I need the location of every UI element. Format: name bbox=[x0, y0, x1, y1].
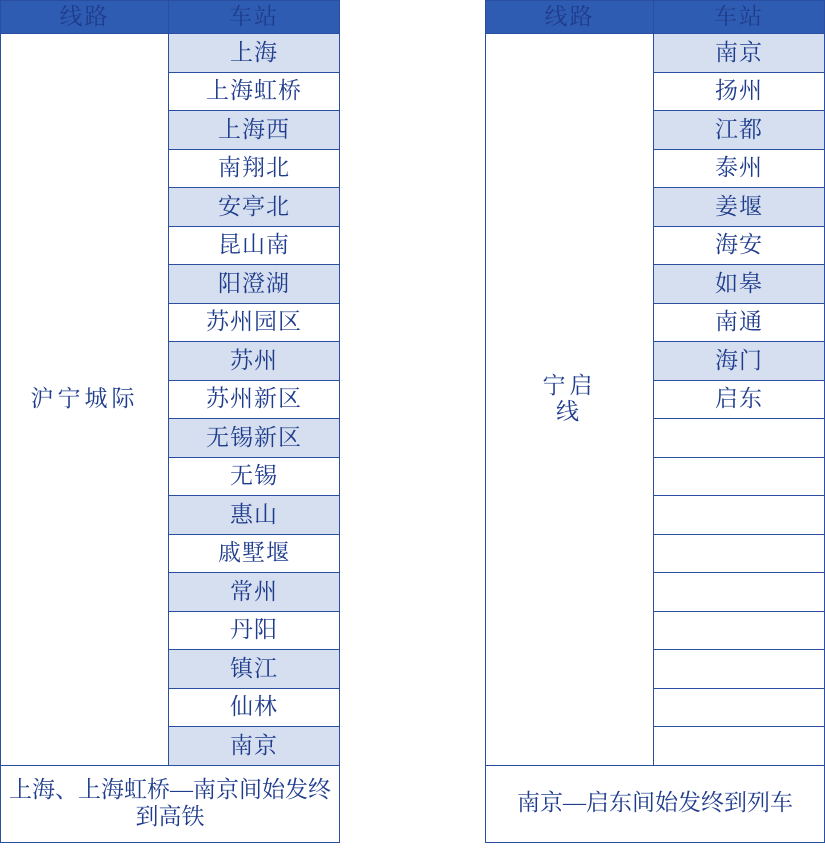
footer-note: 上海、上海虹桥—南京间始发终到高铁 bbox=[1, 765, 340, 842]
header-line: 线路 bbox=[1, 1, 169, 34]
station-cell: 泰州 bbox=[654, 149, 825, 188]
station-cell: 上海西 bbox=[169, 111, 340, 150]
empty-cell bbox=[654, 727, 825, 766]
station-cell: 安亭北 bbox=[169, 188, 340, 227]
station-cell: 戚墅堰 bbox=[169, 534, 340, 573]
station-cell: 南京 bbox=[654, 34, 825, 73]
left-table-block bbox=[0, 0, 340, 850]
header-station: 车站 bbox=[654, 1, 825, 34]
station-cell: 海门 bbox=[654, 342, 825, 381]
empty-cell bbox=[654, 573, 825, 612]
table-gap bbox=[340, 0, 485, 850]
empty-cell bbox=[654, 534, 825, 573]
right-table-block bbox=[485, 0, 825, 850]
station-cell: 无锡新区 bbox=[169, 419, 340, 458]
footer-note: 南京—启东间始发终到列车 bbox=[486, 765, 825, 842]
header-line: 线路 bbox=[486, 1, 654, 34]
station-cell: 苏州园区 bbox=[169, 303, 340, 342]
table-footer-row bbox=[1, 765, 340, 842]
empty-cell bbox=[654, 688, 825, 727]
station-cell: 姜堰 bbox=[654, 188, 825, 227]
station-cell: 南通 bbox=[654, 303, 825, 342]
station-cell: 常州 bbox=[169, 573, 340, 612]
station-cell: 扬州 bbox=[654, 72, 825, 111]
ning-qi-line-table bbox=[485, 0, 825, 843]
header-station: 车站 bbox=[169, 1, 340, 34]
empty-cell bbox=[654, 419, 825, 458]
station-cell: 启东 bbox=[654, 380, 825, 419]
station-cell: 仙林 bbox=[169, 688, 340, 727]
station-cell: 上海 bbox=[169, 34, 340, 73]
station-cell: 苏州新区 bbox=[169, 380, 340, 419]
table-header-row bbox=[486, 1, 825, 34]
station-cell: 海安 bbox=[654, 226, 825, 265]
empty-cell bbox=[654, 650, 825, 689]
station-cell: 如皋 bbox=[654, 265, 825, 304]
station-cell: 南京 bbox=[169, 727, 340, 766]
station-cell: 惠山 bbox=[169, 496, 340, 535]
station-cell: 南翔北 bbox=[169, 149, 340, 188]
line-name-cell: 沪宁城际 bbox=[1, 34, 169, 766]
table-row bbox=[1, 34, 340, 73]
station-cell: 阳澄湖 bbox=[169, 265, 340, 304]
hu-ning-intercity-table bbox=[0, 0, 340, 843]
table-row bbox=[486, 34, 825, 73]
table-header-row bbox=[1, 1, 340, 34]
station-cell: 上海虹桥 bbox=[169, 72, 340, 111]
empty-cell bbox=[654, 457, 825, 496]
empty-cell bbox=[654, 611, 825, 650]
station-cell: 江都 bbox=[654, 111, 825, 150]
station-cell: 无锡 bbox=[169, 457, 340, 496]
station-cell: 昆山南 bbox=[169, 226, 340, 265]
line-name-cell: 宁启线 bbox=[486, 34, 654, 766]
station-cell: 苏州 bbox=[169, 342, 340, 381]
table-footer-row bbox=[486, 765, 825, 842]
station-cell: 丹阳 bbox=[169, 611, 340, 650]
station-cell: 镇江 bbox=[169, 650, 340, 689]
empty-cell bbox=[654, 496, 825, 535]
